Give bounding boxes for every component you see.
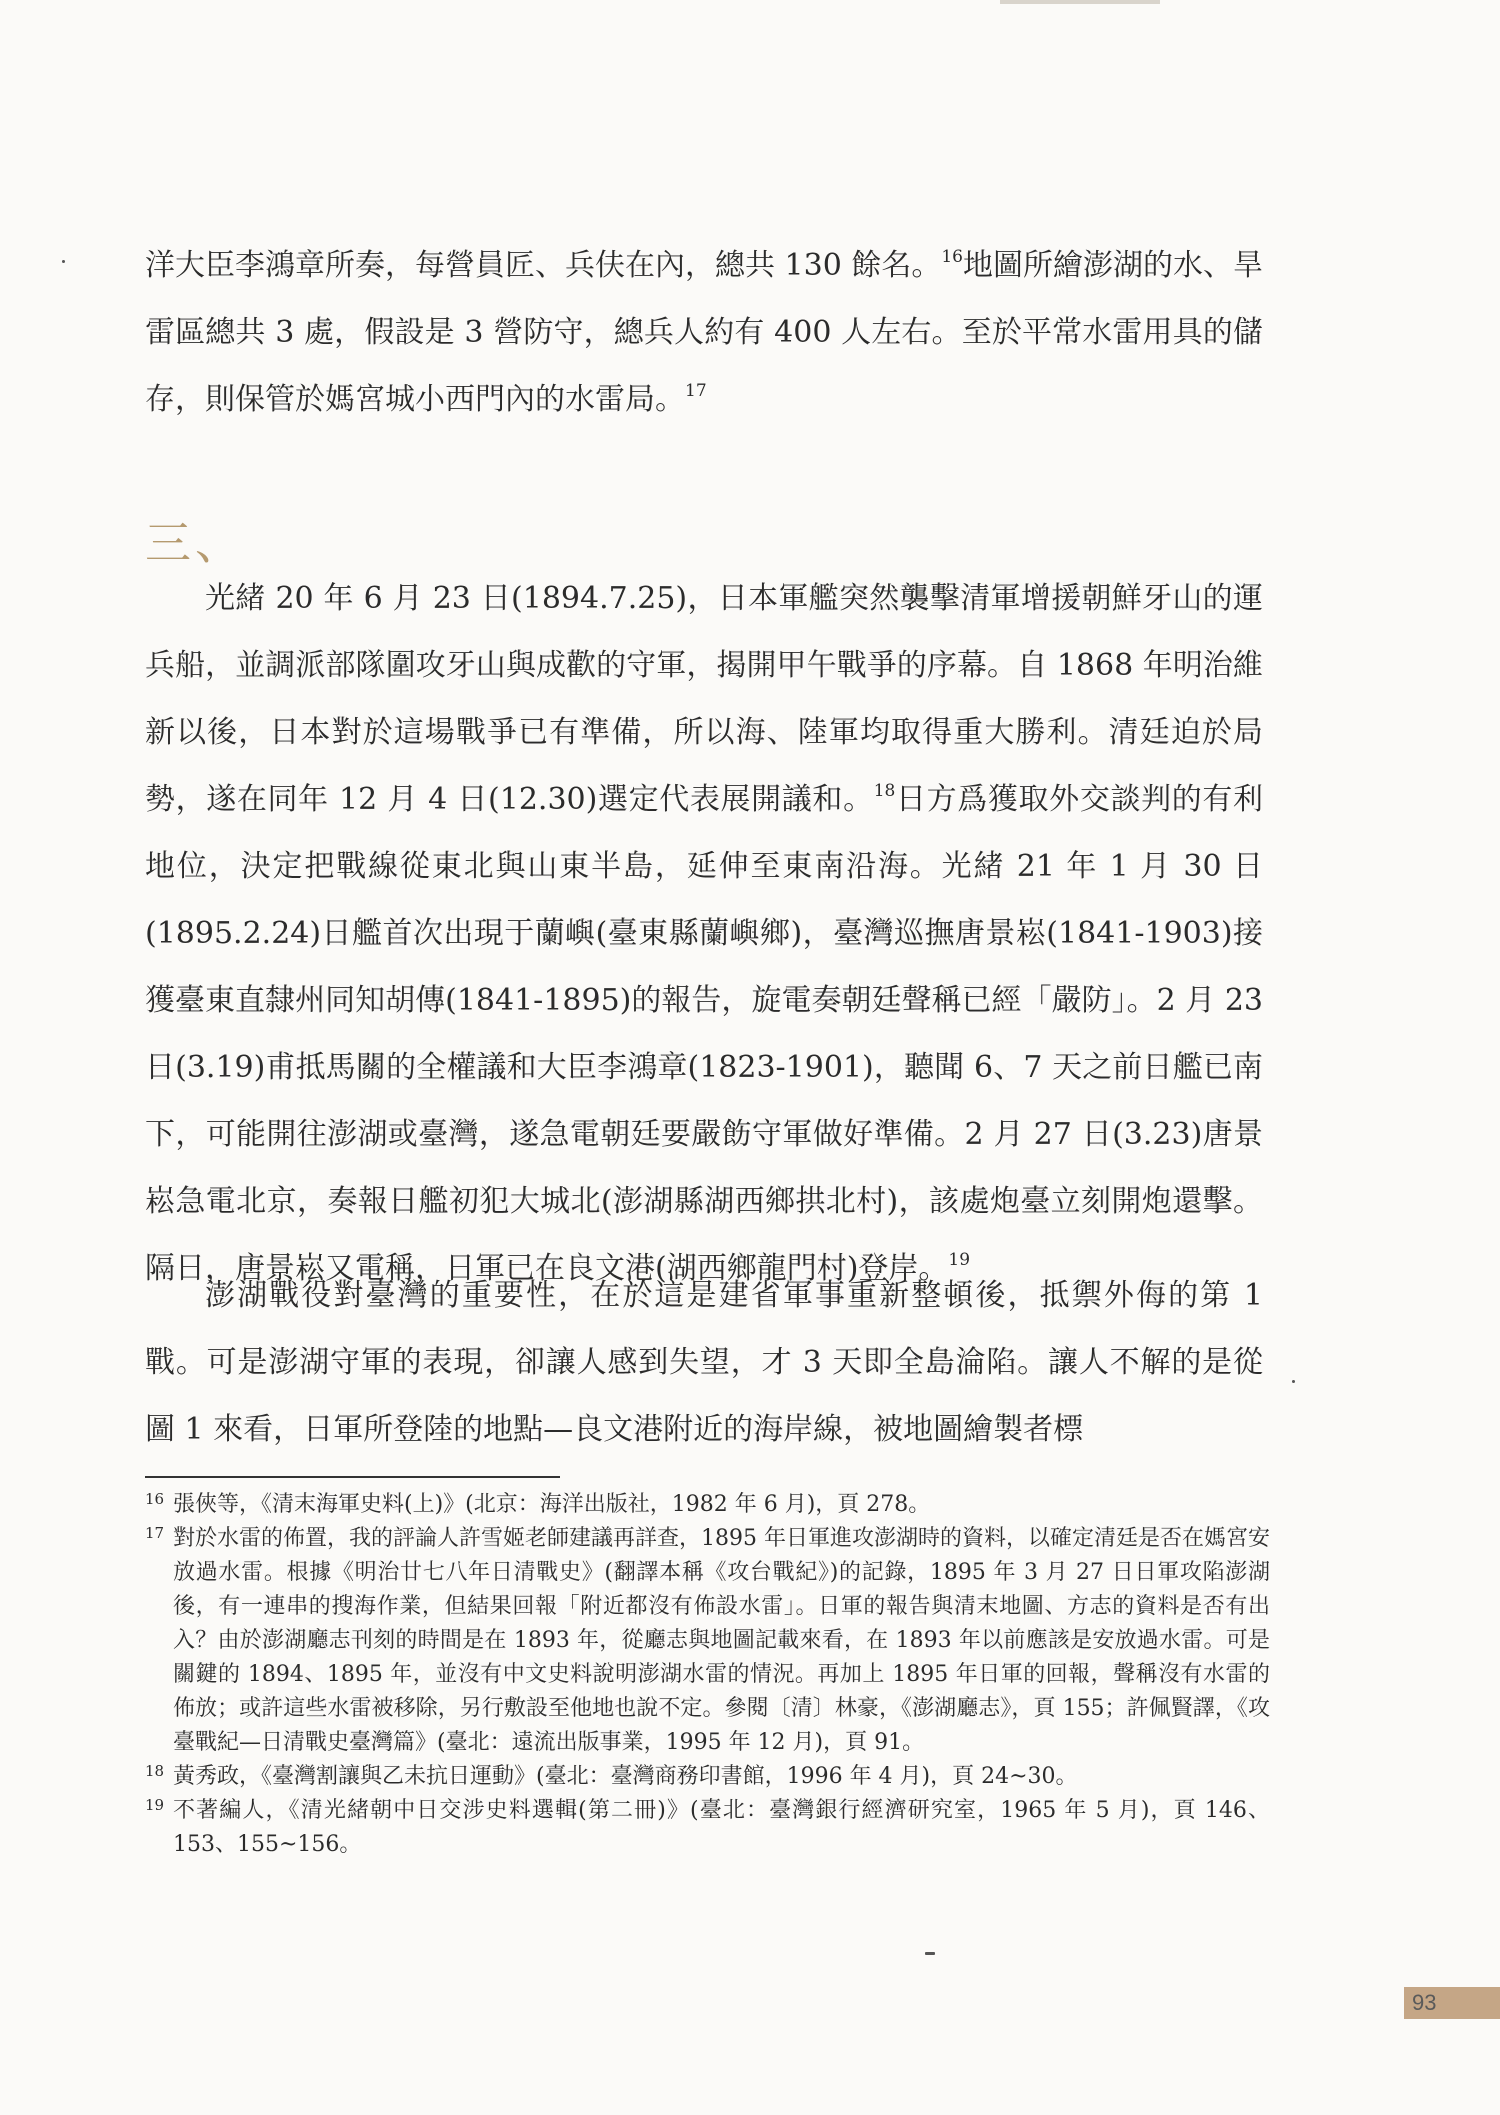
body-paragraph-top: 洋大臣李鴻章所奏，每營員匠、兵伕在內，總共 130 餘名。$^{16}$地圖所繪澎湖的水、旱雷區總共 3 處，假設是 3 營防守，總兵人約有 400 人左右。至於平常水雷用具的儲存，則保管於媽宮城小西門內的水雷局。$^{17}$	[145, 247, 1263, 417]
footnote-17	[145, 1522, 1270, 1760]
scan-speck	[925, 1952, 935, 1955]
footnote-18	[145, 1760, 1270, 1794]
footnote-16	[145, 1488, 1270, 1522]
footnote-ref[interactable]: 16	[941, 247, 963, 267]
footnote-ref[interactable]: 19	[948, 1250, 971, 1270]
footnote-text: 對於水雷的佈置，我的評論人許雪姬老師建議再詳查，1895 年日軍進攻澎湖時的資料，以確定清廷是否在媽宮安放過水雷。根據《明治廿七八年日清戰史》(翻譯本稱《攻台戰紀》)的記錄，1895 年 3 月 27 日日軍攻陷澎湖後，有一連串的搜海作業，但結果回報「附近都沒有佈設水雷」。日軍的報告與清末地圖、方志的資料是否有出入？由於澎湖廳志刊刻的時間是在 1893 年，從廳志與地圖記載來看，在 1893 年以前應該是安放過水雷。可是關鍵的 1894、1895 年，並沒有中文史料說明澎湖水雷的情況。再加上 1895 年日軍的回報，聲稱沒有水雷的佈放；或許這些水雷被移除，另行敷設至他地也說不定。參閱〔清〕林豪，《澎湖廳志》，頁 155；許佩賢譯，《攻臺戰紀—日清戰史臺灣篇》(臺北：遠流出版事業，1995 年 12 月)，頁 91。	[173, 1526, 1270, 1755]
footnotes	[145, 1488, 1270, 1862]
body-paragraph-1: 光緒 20 年 6 月 23 日(1894.7.25)，日本軍艦突然襲擊清軍增援朝鮮牙山的運兵船，並調派部隊圍攻牙山與成歡的守軍，揭開甲午戰爭的序幕。自 1868 年明治維新以後，日本對於這場戰爭已有準備，所以海、陸軍均取得重大勝利。清廷迫於局勢，遂在同年 12 月 4 日(12.30)選定代表展開議和。$^{18}$日方爲獲取外交談判的有利地位，決定把戰線從東北與山東半島，延伸至東南沿海。光緒 21 年 1 月 30 日(1895.2.24)日艦首次出現于蘭嶼(臺東縣蘭嶼鄉)，臺灣巡撫唐景崧(1841-1903)接獲臺東直隸州同知胡傳(1841-1895)的報告，旋電奏朝廷聲稱已經「嚴防」。2 月 23 日(3.19)甫抵馬關的全權議和大臣李鴻章(1823-1901)，聽聞 6、7 天之前日艦已南下，可能開往澎湖或臺灣，遂急電朝廷要嚴飭守軍做好準備。2 月 27 日(3.23)唐景崧急電北京，奏報日艦初犯大城北(澎湖縣湖西鄉拱北村)，該處炮臺立刻開炮還擊。隔日，唐景崧又電稱，日軍已在良文港(湖西鄉龍門村)登岸。$^{19}$	[145, 581, 1264, 1286]
body-paragraph-2: 澎湖戰役對臺灣的重要性，在於這是建省軍事重新整頓後，抵禦外侮的第 1 戰。可是澎湖守軍的表現，卻讓人感到失望，才 3 天即全島淪陷。讓人不解的是從圖 1 來看，日軍所登陸的地點—良文港附近的海岸線，被地圖繪製者標	[145, 1278, 1263, 1447]
footnote-text: 張俠等，《清末海軍史料(上)》(北京：海洋出版社，1982 年 6 月)，頁 278。	[173, 1492, 931, 1517]
footnote-number: 17	[145, 1524, 165, 1542]
footnote-text: 黃秀政，《臺灣割讓與乙未抗日運動》(臺北：臺灣商務印書館，1996 年 4 月)，頁 24~30。	[173, 1764, 1078, 1789]
scan-speck	[1292, 1380, 1295, 1383]
section-heading: 三、	[145, 516, 245, 570]
footnote-ref[interactable]: 18	[873, 781, 896, 801]
page-number: 93	[1404, 1987, 1500, 2019]
top-edge-mark	[1000, 0, 1160, 4]
footnote-number: 19	[145, 1796, 165, 1814]
footnote-text: 不著編人，《清光緒朝中日交涉史料選輯(第二冊)》(臺北：臺灣銀行經濟研究室，1965 年 5 月)，頁 146、153、155~156。	[173, 1798, 1270, 1857]
footnote-divider	[145, 1476, 560, 1478]
footnote-19	[145, 1794, 1270, 1862]
footnote-ref[interactable]: 17	[685, 381, 707, 401]
scan-speck	[62, 260, 65, 263]
footnote-number: 18	[145, 1762, 165, 1780]
footnote-number: 16	[145, 1490, 165, 1508]
